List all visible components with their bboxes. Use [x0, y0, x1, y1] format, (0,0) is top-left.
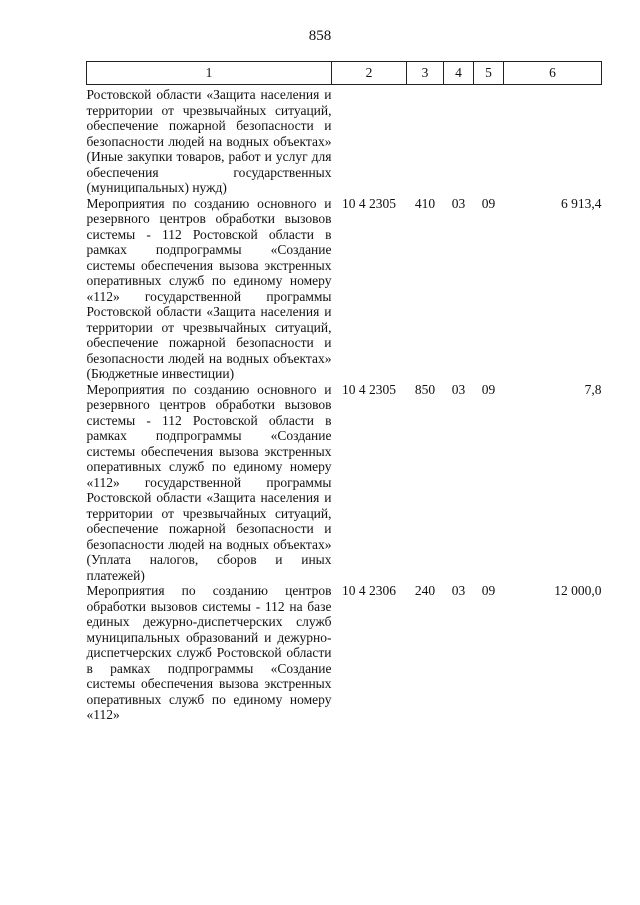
row-rz: 03: [451, 381, 466, 397]
row-vr: 240: [414, 583, 436, 598]
column-header: 5: [474, 62, 504, 85]
page-number: 858: [308, 28, 332, 44]
column-header: 4: [444, 62, 474, 85]
row-rz: [444, 85, 474, 196]
row-code: 10 4 2306: [342, 583, 396, 598]
row-code: 10 4 2305: [342, 381, 396, 397]
row-description: Мероприятия по созданию основного и резервного центров обработки вызовов системы - 112 Ростовской области в рамках подпрограммы «Создание системы обеспечения вызова экстренных оперативных служб по единому номеру «112» государственной программы Ростовской области «Защита населения и территории от чрезвычайных ситуаций, обеспечение пожарной безопасности и безопасности людей на водных объектах» (Уплата налогов, сборов и иных платежей): [86, 381, 332, 583]
table-row: [87, 583, 602, 723]
table-row: [87, 85, 602, 196]
column-header: 6: [504, 62, 602, 85]
row-amount: [504, 85, 602, 196]
table-row: [87, 196, 602, 382]
budget-table: [86, 61, 602, 723]
row-amount: 6 913,4: [561, 195, 602, 211]
row-rz: 03: [451, 583, 466, 598]
column-header: 1: [87, 62, 332, 85]
table-row: [87, 382, 602, 584]
column-header: 2: [332, 62, 407, 85]
row-pr: 09: [481, 381, 496, 397]
row-vr: 410: [414, 195, 436, 211]
row-description: Мероприятия по созданию центров обработки вызовов системы - 112 на базе единых дежурно-диспетчерских служб муниципальных образований и дежурно-диспетчерских служб Ростовской области в рамках подпрограммы «Создание системы обеспечения вызова экстренных оперативных служб по единому номеру «112»: [86, 583, 332, 722]
table-header-row: [87, 62, 602, 85]
row-vr: 850: [414, 381, 436, 397]
row-description: Ростовской области «Защита населения и территории от чрезвычайных ситуаций, обеспечение пожарной безопасности и безопасности людей на водных объектах» (Иные закупки товаров, работ и услуг для обеспечения государственных (муниципальных) нужд): [86, 87, 332, 195]
row-pr: 09: [481, 583, 496, 598]
row-pr: [474, 85, 504, 196]
row-pr: 09: [481, 195, 496, 211]
row-description: Мероприятия по созданию основного и резервного центров обработки вызовов системы - 112 Ростовской области в рамках подпрограммы «Создание системы обеспечения вызова экстренных оперативных служб по единому номеру «112» государственной программы Ростовской области «Защита населения и территории от чрезвычайных ситуаций, обеспечение пожарной безопасности и безопасности людей на водных объектах» (Бюджетные инвестиции): [86, 195, 332, 381]
row-code: [332, 85, 407, 196]
row-vr: [407, 85, 444, 196]
row-code: 10 4 2305: [342, 195, 396, 211]
row-rz: 03: [451, 195, 466, 211]
row-amount: 12 000,0: [554, 583, 602, 598]
column-header: 3: [407, 62, 444, 85]
row-amount: 7,8: [584, 381, 602, 397]
